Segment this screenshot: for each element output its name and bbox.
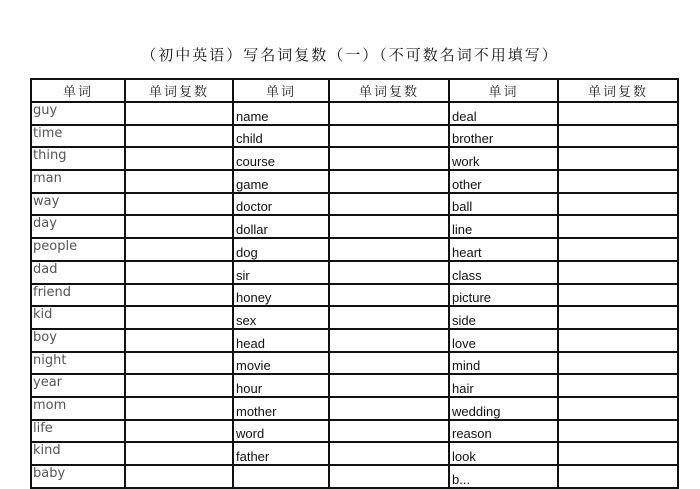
plural-answer-cell[interactable] (329, 465, 449, 488)
word-cell: hair (449, 374, 558, 397)
word-cell: deal (449, 102, 558, 125)
table-row (31, 306, 678, 329)
table-row (31, 374, 678, 397)
word-cell: head (233, 329, 329, 352)
plural-answer-cell[interactable] (329, 147, 449, 170)
plural-answer-cell[interactable] (558, 420, 678, 443)
word-cell: b... (449, 465, 558, 488)
word-cell: reason (449, 420, 558, 443)
plural-answer-cell[interactable] (329, 261, 449, 284)
plural-answer-cell[interactable] (558, 374, 678, 397)
plural-answer-cell[interactable] (558, 397, 678, 420)
plural-answer-cell[interactable] (558, 442, 678, 465)
word-cell: child (233, 125, 329, 148)
plural-answer-cell[interactable] (125, 193, 233, 216)
plural-answer-cell[interactable] (125, 306, 233, 329)
word-cell: mother (233, 397, 329, 420)
plural-answer-cell[interactable] (558, 238, 678, 261)
word-cell: other (449, 170, 558, 193)
plural-answer-cell[interactable] (125, 442, 233, 465)
word-cell: baby (31, 465, 125, 488)
plural-answer-cell[interactable] (329, 329, 449, 352)
word-cell: father (233, 442, 329, 465)
word-cell: night (31, 352, 125, 375)
header-row (31, 79, 678, 102)
word-cell: movie (233, 352, 329, 375)
table-row (31, 261, 678, 284)
plural-answer-cell[interactable] (558, 306, 678, 329)
plural-answer-cell[interactable] (558, 102, 678, 125)
word-cell: love (449, 329, 558, 352)
plural-answer-cell[interactable] (125, 147, 233, 170)
word-cell: work (449, 147, 558, 170)
plural-answer-cell[interactable] (329, 284, 449, 307)
plural-answer-cell[interactable] (558, 125, 678, 148)
plural-answer-cell[interactable] (125, 238, 233, 261)
word-cell: dog (233, 238, 329, 261)
plural-answer-cell[interactable] (329, 238, 449, 261)
word-cell: doctor (233, 193, 329, 216)
plural-answer-cell[interactable] (558, 170, 678, 193)
plural-answer-cell[interactable] (558, 465, 678, 488)
word-cell: course (233, 147, 329, 170)
header-word-3: 单词 (449, 79, 558, 102)
word-cell: line (449, 215, 558, 238)
worksheet-title: （初中英语）写名词复数（一）（不可数名词不用填写） (141, 46, 559, 64)
plural-answer-cell[interactable] (329, 193, 449, 216)
table-row (31, 420, 678, 443)
plural-answer-cell[interactable] (558, 329, 678, 352)
plural-answer-cell[interactable] (558, 284, 678, 307)
header-word-1: 单词 (31, 79, 125, 102)
plural-answer-cell[interactable] (329, 374, 449, 397)
word-cell: kid (31, 306, 125, 329)
plural-answer-cell[interactable] (125, 329, 233, 352)
plural-answer-cell[interactable] (125, 170, 233, 193)
word-cell: game (233, 170, 329, 193)
word-cell: class (449, 261, 558, 284)
plural-answer-cell[interactable] (558, 352, 678, 375)
plural-answer-cell[interactable] (329, 420, 449, 443)
word-cell: word (233, 420, 329, 443)
word-cell: side (449, 306, 558, 329)
table-row (31, 125, 678, 148)
word-cell: name (233, 102, 329, 125)
plural-answer-cell[interactable] (558, 215, 678, 238)
table-row (31, 170, 678, 193)
plural-answer-cell[interactable] (125, 352, 233, 375)
word-cell: brother (449, 125, 558, 148)
plural-answer-cell[interactable] (329, 215, 449, 238)
word-cell: hour (233, 374, 329, 397)
word-cell: dad (31, 261, 125, 284)
word-cell: ball (449, 193, 558, 216)
word-cell: sex (233, 306, 329, 329)
plural-nouns-table (30, 78, 679, 489)
word-cell: people (31, 238, 125, 261)
word-cell: dollar (233, 215, 329, 238)
word-cell: friend (31, 284, 125, 307)
table-row (31, 193, 678, 216)
plural-answer-cell[interactable] (329, 125, 449, 148)
word-cell: guy (31, 102, 125, 125)
plural-answer-cell[interactable] (329, 442, 449, 465)
table-row (31, 442, 678, 465)
table-row (31, 329, 678, 352)
word-cell: man (31, 170, 125, 193)
plural-answer-cell[interactable] (329, 397, 449, 420)
word-cell: life (31, 420, 125, 443)
plural-answer-cell[interactable] (125, 125, 233, 148)
plural-answer-cell[interactable] (558, 261, 678, 284)
word-cell: year (31, 374, 125, 397)
plural-answer-cell[interactable] (125, 102, 233, 125)
word-cell: look (449, 442, 558, 465)
word-cell: time (31, 125, 125, 148)
plural-answer-cell[interactable] (125, 261, 233, 284)
word-cell: kind (31, 442, 125, 465)
table-row (31, 352, 678, 375)
header-plural-2: 单词复数 (329, 79, 449, 102)
table-row (31, 284, 678, 307)
header-word-2: 单词 (233, 79, 329, 102)
word-cell: sir (233, 261, 329, 284)
plural-answer-cell[interactable] (329, 352, 449, 375)
word-cell: thing (31, 147, 125, 170)
word-cell: honey (233, 284, 329, 307)
plural-answer-cell[interactable] (125, 397, 233, 420)
word-cell: day (31, 215, 125, 238)
plural-answer-cell[interactable] (125, 420, 233, 443)
table-row (31, 465, 678, 488)
plural-answer-cell[interactable] (125, 465, 233, 488)
word-cell: mom (31, 397, 125, 420)
table-row (31, 147, 678, 170)
word-cell: way (31, 193, 125, 216)
plural-answer-cell[interactable] (329, 170, 449, 193)
plural-answer-cell[interactable] (125, 284, 233, 307)
plural-answer-cell[interactable] (329, 102, 449, 125)
word-cell: picture (449, 284, 558, 307)
table-row (31, 238, 678, 261)
table-row (31, 102, 678, 125)
word-cell (233, 465, 329, 488)
plural-answer-cell[interactable] (558, 147, 678, 170)
word-cell: mind (449, 352, 558, 375)
plural-answer-cell[interactable] (125, 374, 233, 397)
word-cell: wedding (449, 397, 558, 420)
plural-answer-cell[interactable] (558, 193, 678, 216)
plural-answer-cell[interactable] (125, 215, 233, 238)
plural-answer-cell[interactable] (329, 306, 449, 329)
word-cell: boy (31, 329, 125, 352)
header-plural-3: 单词复数 (558, 79, 678, 102)
word-cell: heart (449, 238, 558, 261)
header-plural-1: 单词复数 (125, 79, 233, 102)
table-row (31, 397, 678, 420)
table-row (31, 215, 678, 238)
